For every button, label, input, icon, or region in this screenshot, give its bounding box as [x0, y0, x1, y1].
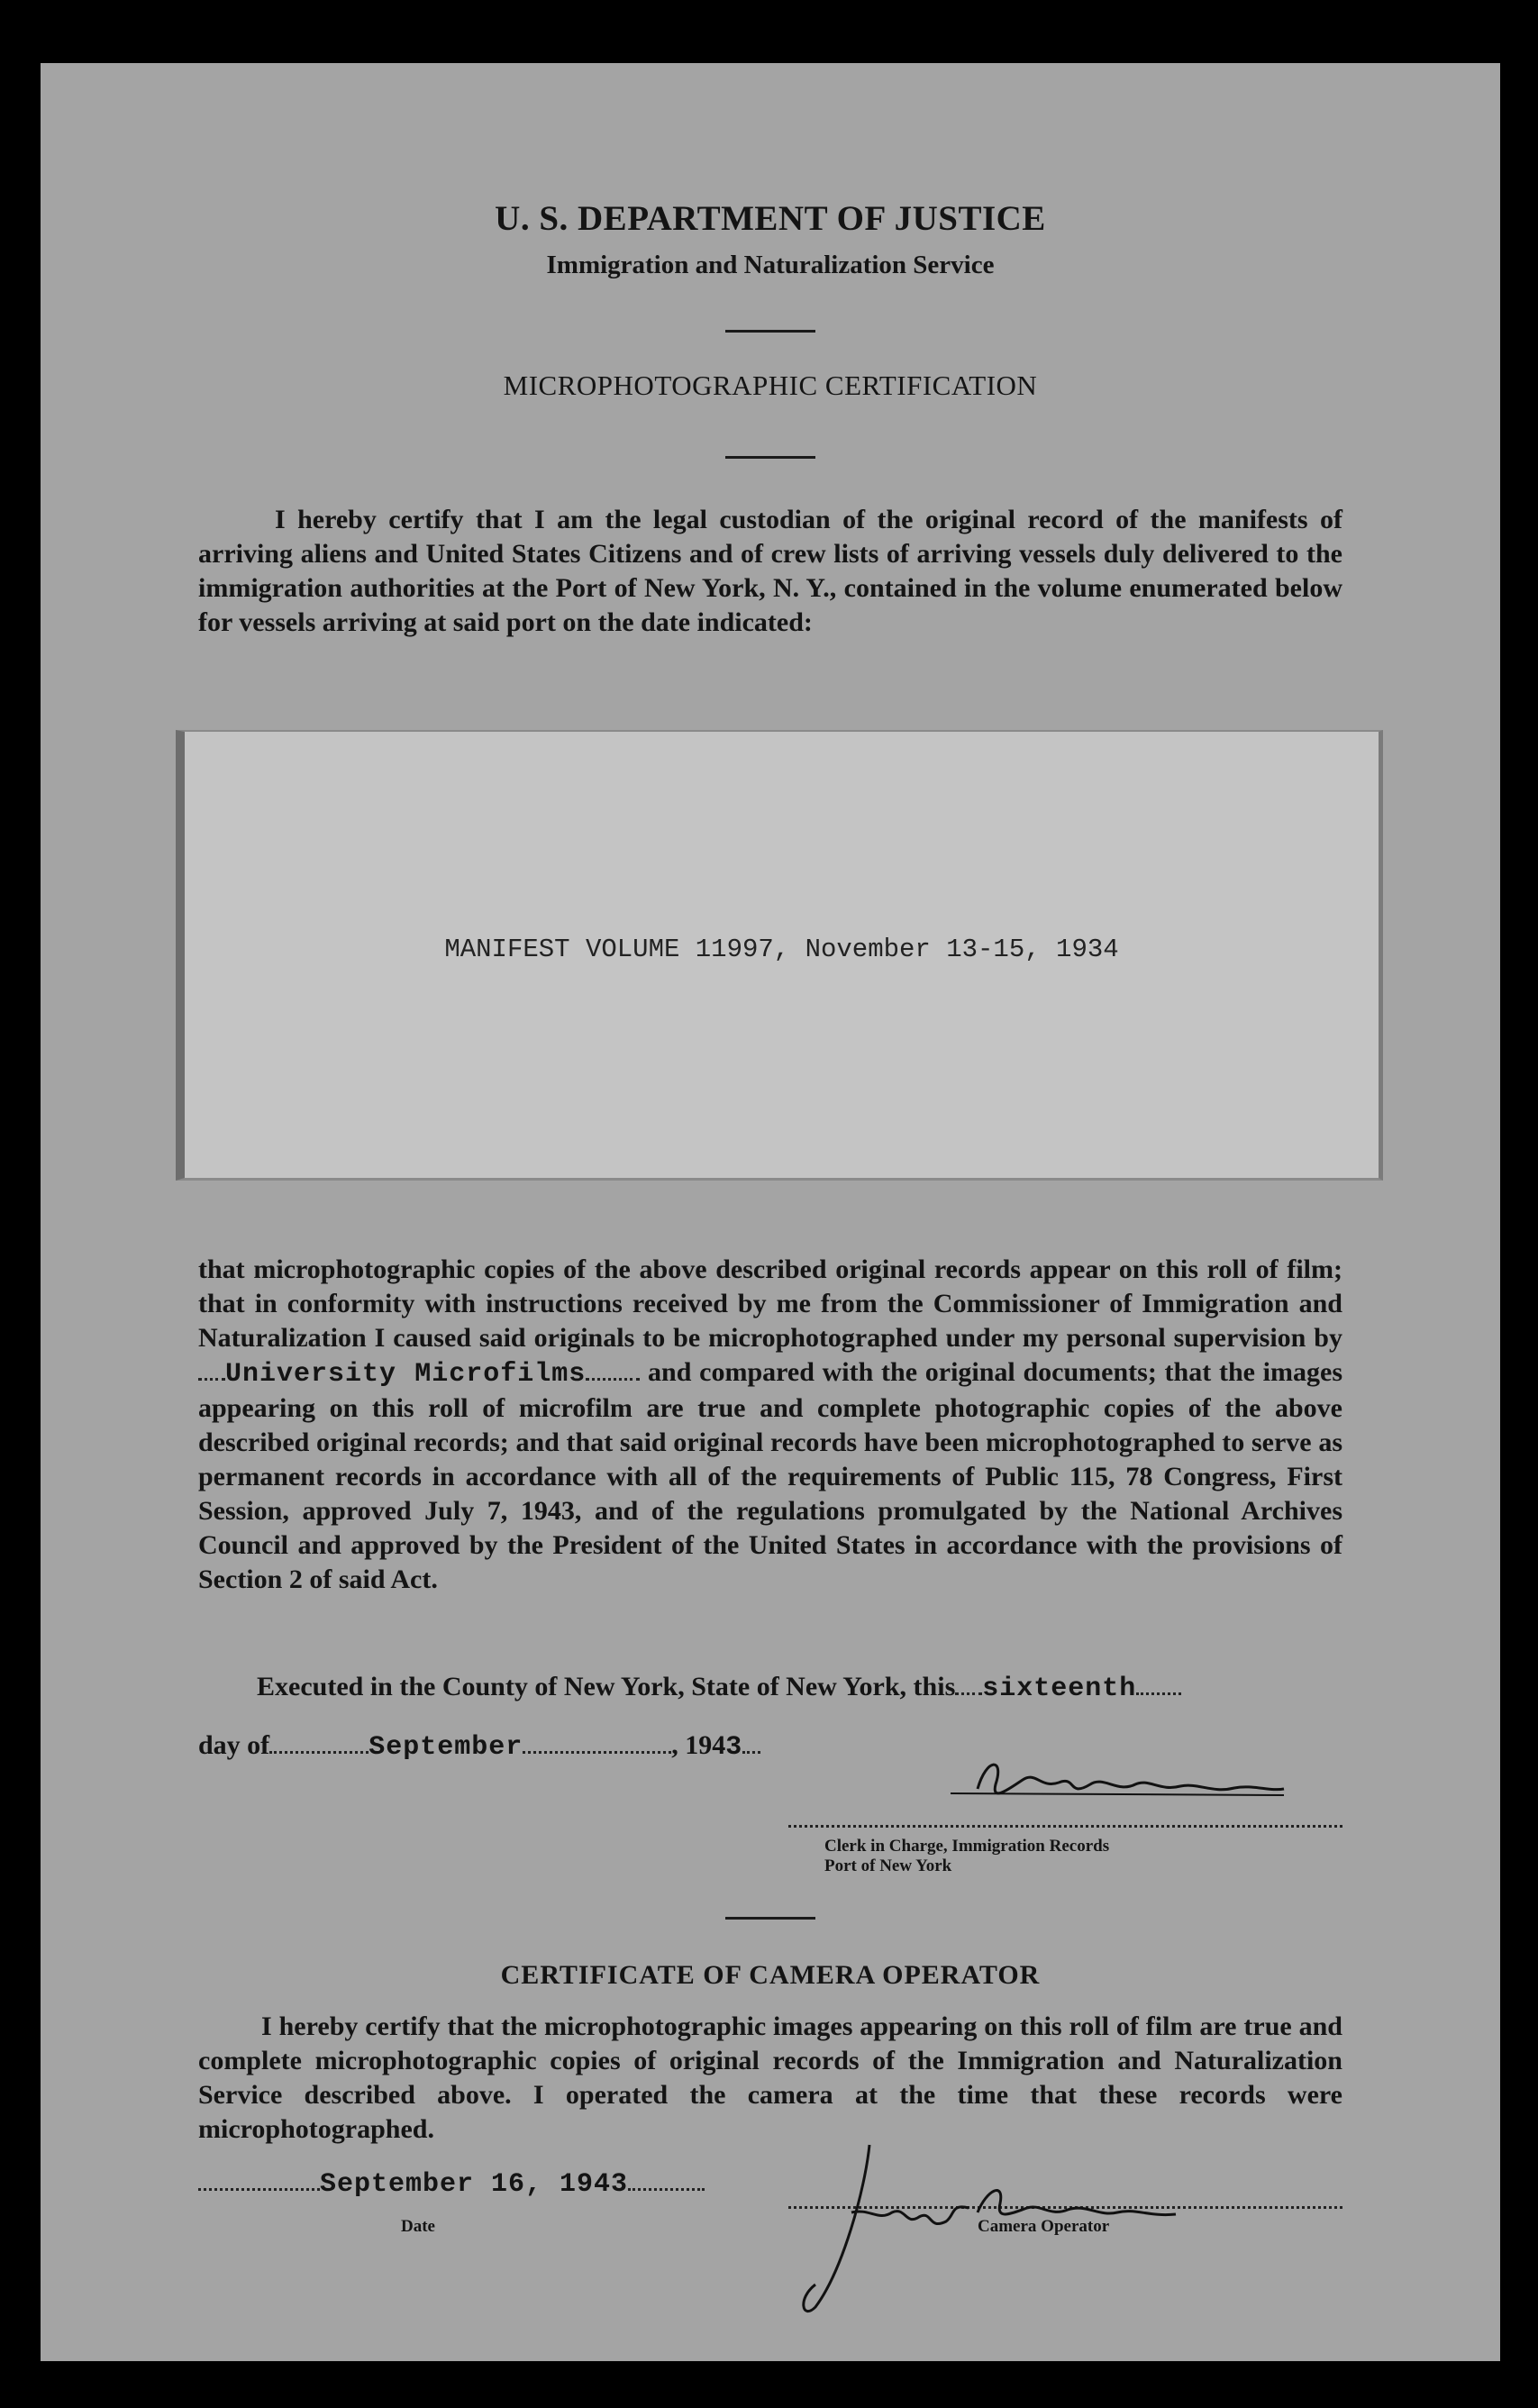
camera-operator-title: CERTIFICATE OF CAMERA OPERATOR [500, 1960, 1041, 1990]
certification-body [198, 1253, 1342, 1597]
dotted-fill [198, 1378, 225, 1381]
dotted-fill [198, 2188, 320, 2191]
divider-rule [725, 456, 815, 459]
dotted-fill [1136, 1692, 1181, 1695]
executed-prefix: Executed in the County of New York, State of New York, this [257, 1672, 956, 1701]
divider-rule [725, 1917, 815, 1920]
volume-label-card [176, 730, 1383, 1181]
clerk-signature-image [924, 1748, 1356, 1829]
date-label: Date [401, 2217, 435, 2236]
day-of-line [198, 1730, 760, 1763]
filmed-by-value: University Microfilms [225, 1359, 587, 1390]
executed-line [257, 1672, 1181, 1704]
dotted-fill [586, 1378, 640, 1381]
divider-rule [725, 330, 815, 333]
certification-body-part1: that microphotographic copies of the above described original records appear on this roll of film; that in conformity with instructions received by me from the Commissioner of Immigration and Naturalization I caused said originals to be microphotographed under my personal supervision by [198, 1254, 1342, 1353]
year-prefix: , 194 [671, 1730, 726, 1760]
camera-operator-text: I hereby certify that the microphotographic images appearing on this roll of film are true and complete microphotographic copies of original records of the Immigration and Naturalization Service described above. I operated the camera at the time that these records were microphotographed. [198, 2011, 1342, 2144]
certificate-page [41, 63, 1500, 2361]
certification-intro: I hereby certify that I am the legal custodian of the original record of the manifests of arriving aliens and United States Citizens and of crew lists of arriving vessels duly delivered to the immigration authorities at the Port of New York, N. Y., contained in the volume enumerated below for vessels arriving at said port on the date indicated: [198, 505, 1342, 637]
day-of-label: day of [198, 1730, 270, 1760]
dotted-fill [742, 1751, 760, 1754]
executed-day-value: sixteenth [982, 1674, 1137, 1704]
service-subheading: Immigration and Naturalization Service [546, 251, 995, 279]
executed-month-value: September [369, 1732, 523, 1763]
year-digit-value: 3 [725, 1732, 743, 1763]
clerk-signature-line [788, 1825, 1342, 1828]
certification-body-part2: and compared with the original documents; that the images appearing on this roll of microfilm are true and complete photographic copies of the above described original records; and that said original records have been microphotographed to serve as permanent records in accordance with all of the requirements of Public 115, 78 Congress, First Session, approved July 7, 1943, and of the regulations promulgated by the National Archives Council and approved by the President of the United States in accordance with the provisions of Section 2 of said Act. [198, 1357, 1342, 1594]
certification-title: MICROPHOTOGRAPHIC CERTIFICATION [503, 369, 1038, 401]
manifest-volume-label: MANIFEST VOLUME 11997, November 13-15, 1934 [444, 935, 1119, 964]
dotted-fill [269, 1751, 369, 1754]
dotted-fill [628, 2188, 705, 2191]
dotted-fill [955, 1692, 982, 1695]
department-heading: U. S. DEPARTMENT OF JUSTICE [495, 199, 1046, 238]
date-line [198, 2167, 705, 2200]
clerk-location: Port of New York [824, 1856, 952, 1875]
operator-date-value: September 16, 1943 [320, 2169, 629, 2200]
camera-operator-label: Camera Operator [978, 2217, 1110, 2236]
dotted-fill [523, 1751, 671, 1754]
clerk-title: Clerk in Charge, Immigration Records [824, 1837, 1110, 1856]
